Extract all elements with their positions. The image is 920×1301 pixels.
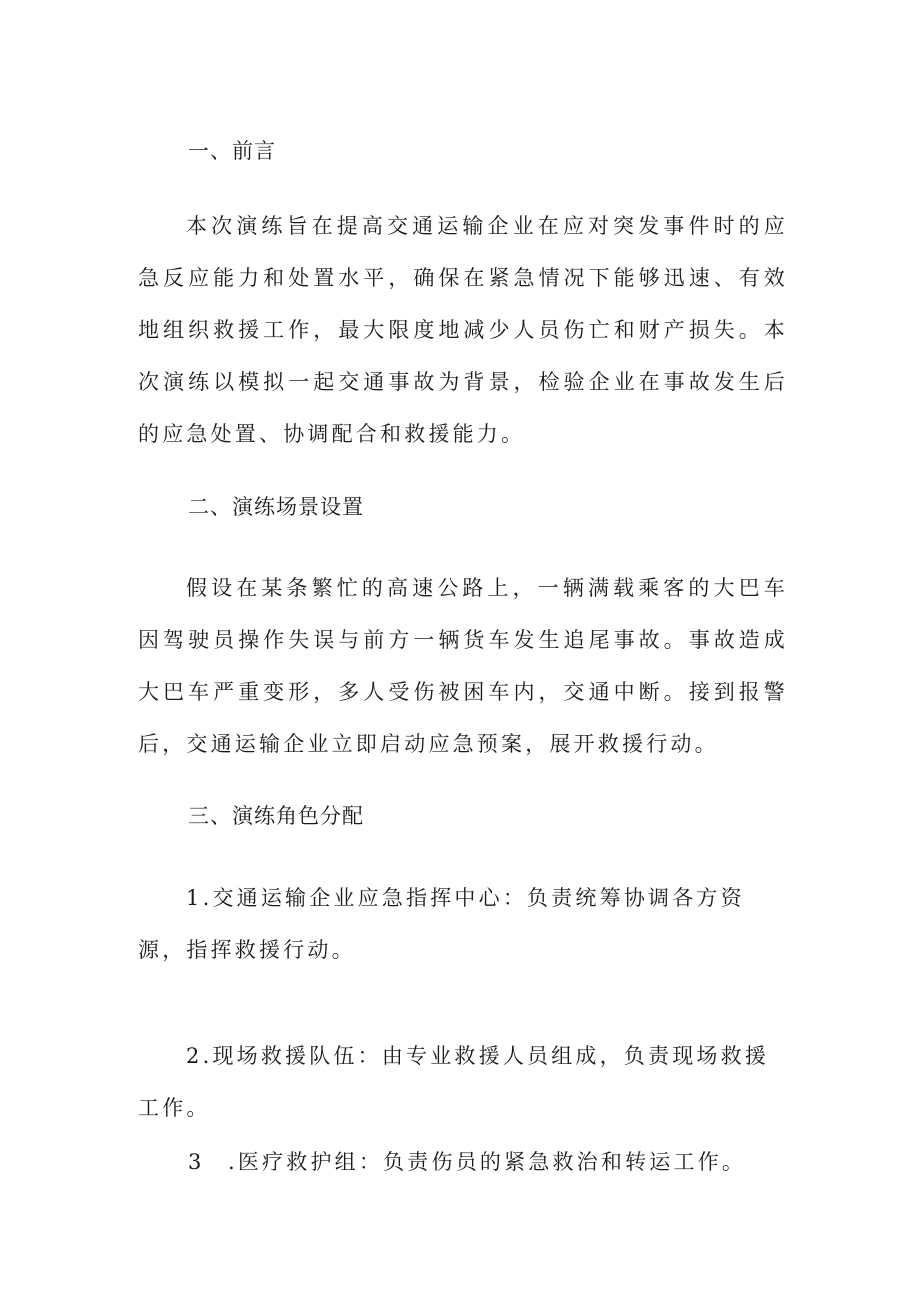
section-heading-roles: 三、演练角色分配 [188,804,364,828]
paragraph-scenario-text: 假设在某条繁忙的高速公路上，一辆满载乘客的大巴车因驾驶员操作失误与前方一辆货车发生追尾事故。事故造成大巴车严重变形，多人受伤被困车内，交通中断。接到报警后，交通运输企业立即启动应急预案，展开救援行动。 [138,576,788,756]
paragraph-scenario [138,562,788,770]
list-item-number: 3 [188,1150,205,1174]
list-item-text: .交通运输企业应急指挥中心：负责统筹协调各方资源，指挥救援行动。 [138,886,745,962]
section-heading-scenario: 二、演练场景设置 [188,495,364,519]
list-item [138,872,788,976]
list-item-text: .现场救援队伍：由专业救援人员组成，负责现场救援工作。 [138,1044,770,1120]
section-heading-preface: 一、前言 [188,139,276,163]
paragraph-preface-text: 本次演练旨在提高交通运输企业在应对突发事件时的应急反应能力和处置水平，确保在紧急情况下能够迅速、有效地组织救援工作，最大限度地减少人员伤亡和财产损失。本次演练以模拟一起交通事故为背景，检验企业在事故发生后的应急处置、协调配合和救援能力。 [138,214,788,446]
list-item-text: .医疗救护组：负责伤员的紧急救治和转运工作。 [228,1150,747,1174]
list-item-number: 1 [186,886,203,910]
list-item-number: 2 [186,1044,203,1068]
list-item [138,1030,788,1134]
paragraph-preface [138,200,788,460]
list-item [138,1136,788,1188]
